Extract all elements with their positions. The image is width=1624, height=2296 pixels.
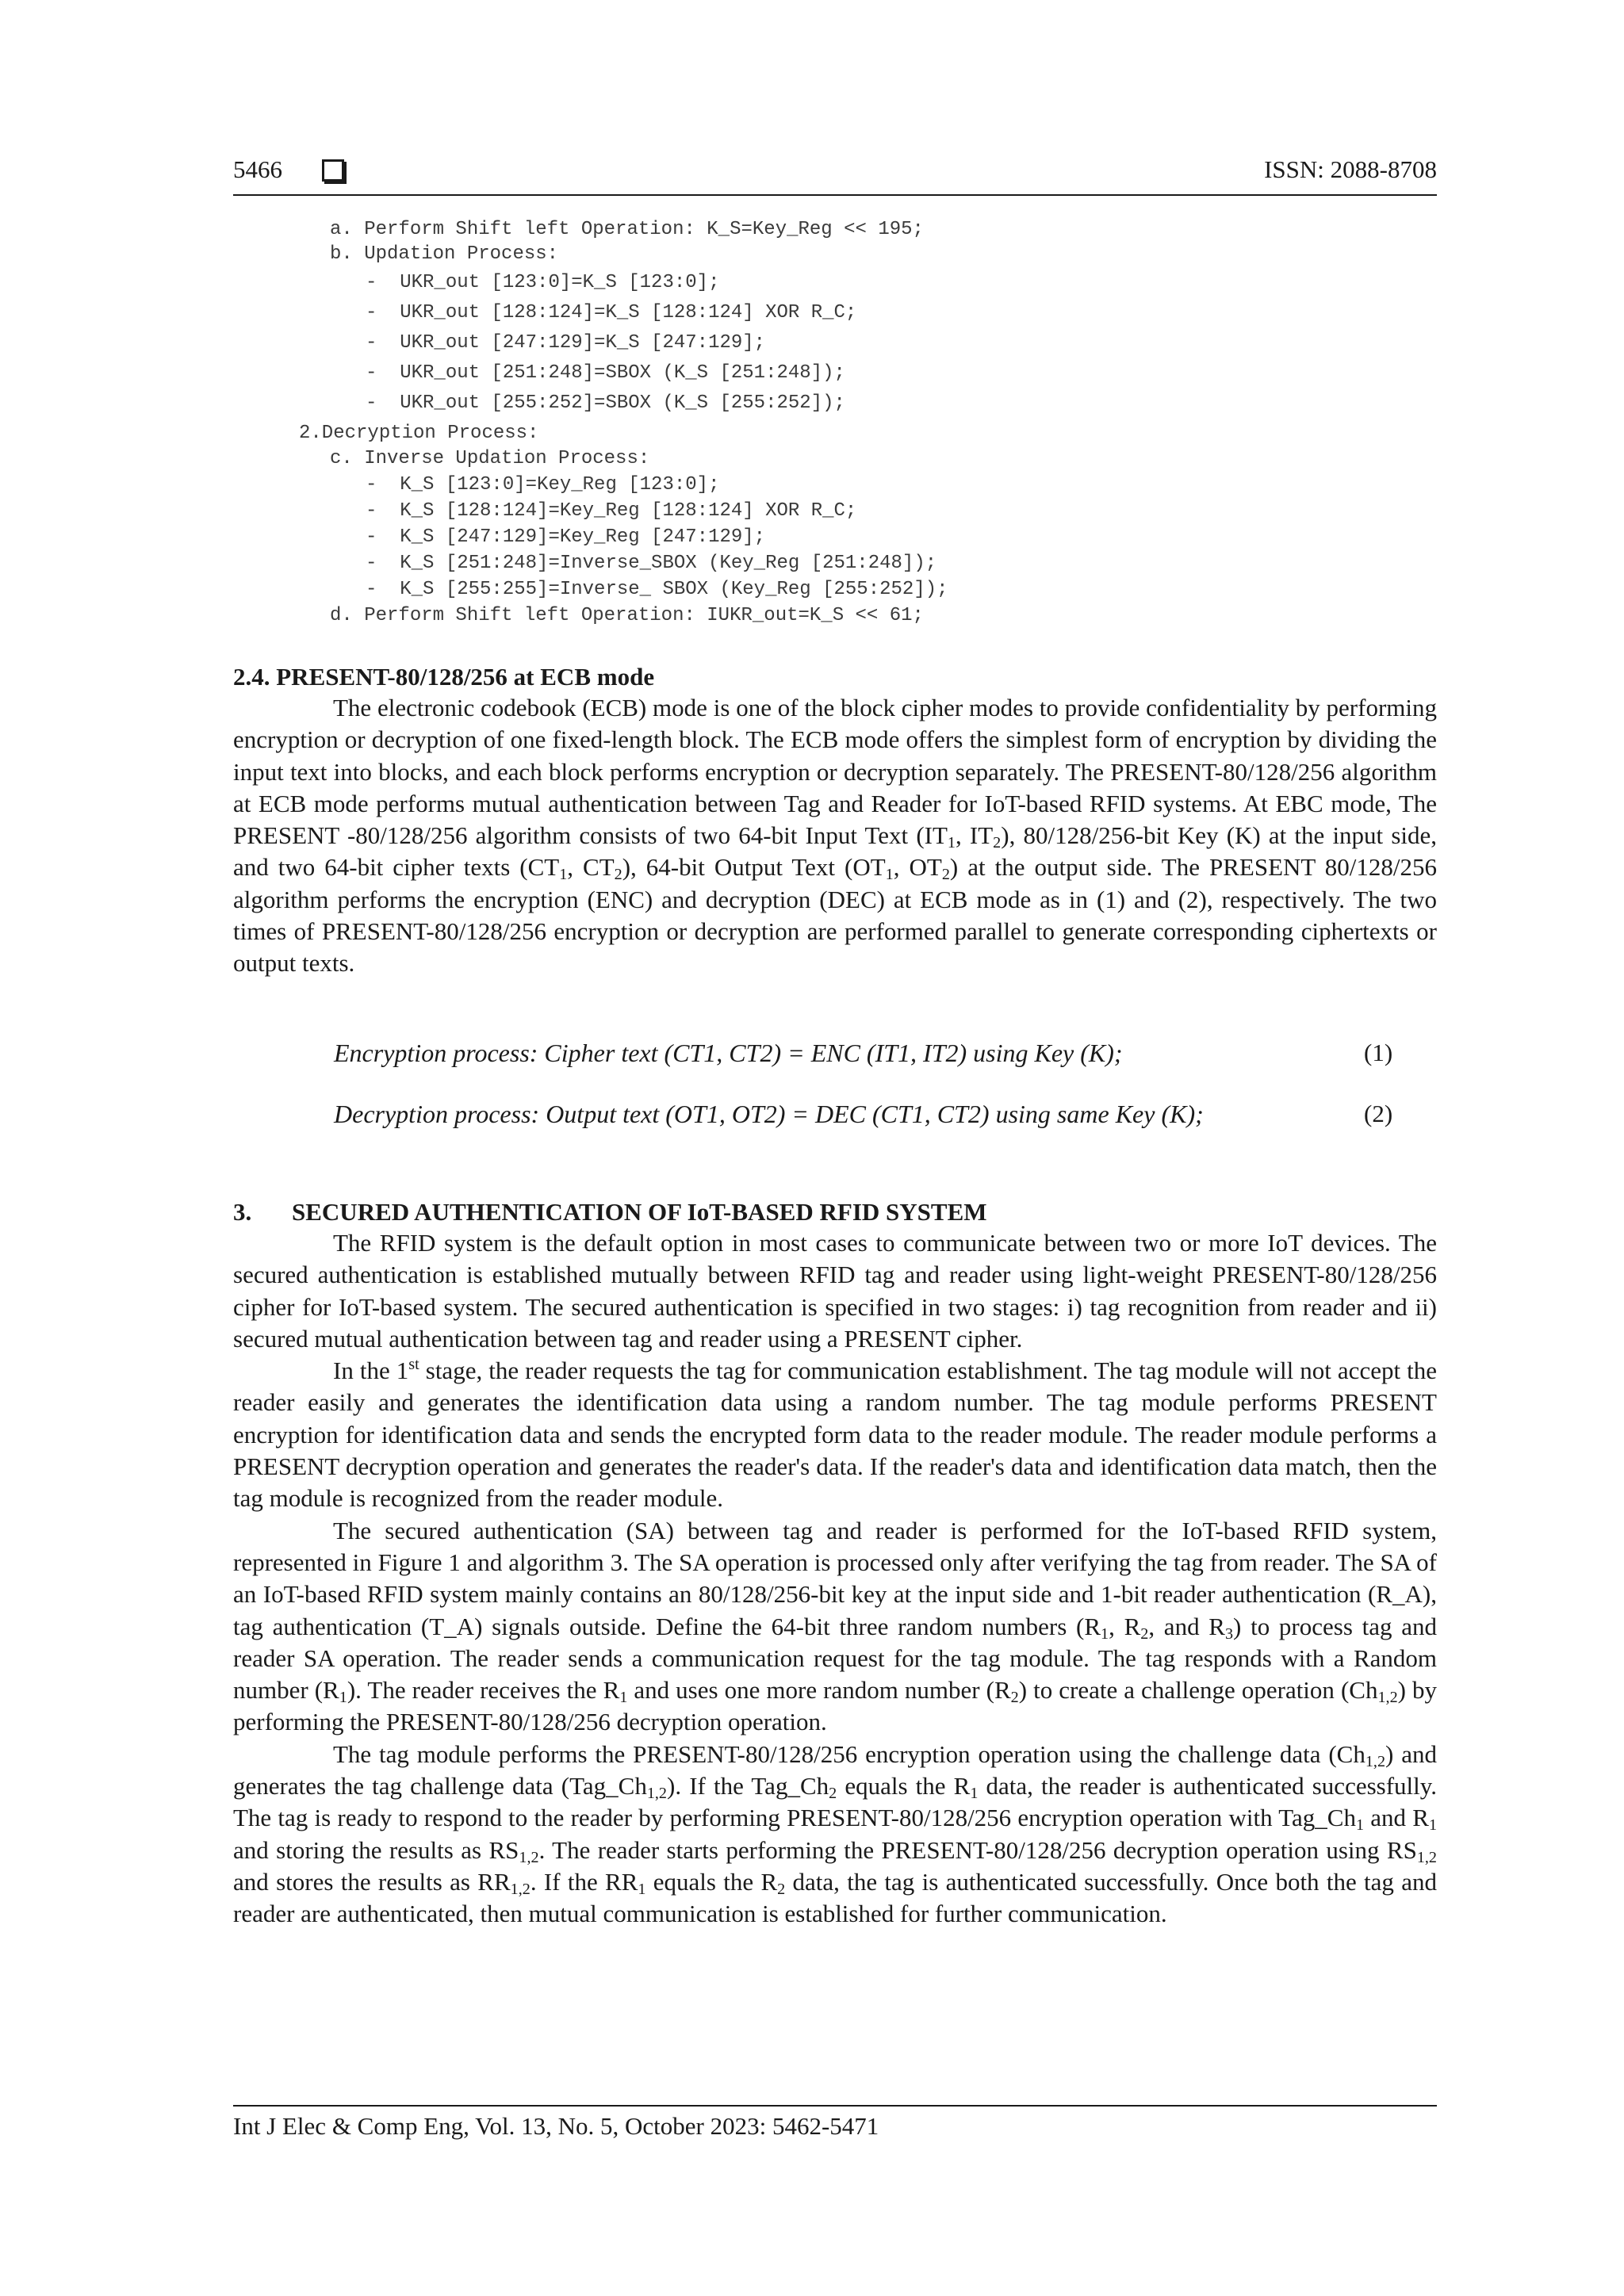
code-line: - K_S [247:129]=Key_Reg [247:129];	[366, 526, 766, 548]
equation-1-number: (1)	[1364, 1039, 1393, 1066]
section-heading-3	[233, 1198, 987, 1226]
code-line: 2.Decryption Process:	[299, 423, 539, 444]
code-line: - K_S [255:255]=Inverse_ SBOX (Key_Reg [255:252]);	[366, 579, 948, 600]
code-line: - UKR_out [255:252]=SBOX (K_S [255:252]);	[366, 392, 845, 414]
square-bullet-icon	[322, 159, 344, 182]
section-heading-2-4: 2.4. PRESENT-80/128/256 at ECB mode	[233, 663, 655, 691]
code-line: b. Updation Process:	[330, 243, 559, 265]
code-line: - UKR_out [251:248]=SBOX (K_S [251:248]);	[366, 362, 845, 384]
equation-1: Encryption process: Cipher text (CT1, CT2) = ENC (IT1, IT2) using Key (K);	[334, 1039, 1123, 1067]
code-line: - UKR_out [247:129]=K_S [247:129];	[366, 332, 766, 354]
header-divider	[233, 194, 1437, 196]
issn: ISSN: 2088-8708	[1264, 155, 1437, 183]
paragraph: The RFID system is the default option in most cases to communicate between two or more IoT devices. The secured authentication is established mutually between RFID tag and reader using light-weight PRESENT-80/128/256 cipher for IoT-based system. The secured authentication is specified in two stages: i) tag recognition from reader and ii) secured mutual authentication between tag and reader using a PRESENT cipher.	[233, 1229, 1437, 1353]
code-line: a. Perform Shift left Operation: K_S=Key_Reg << 195;	[330, 219, 924, 240]
section-title: SECURED AUTHENTICATION OF IoT-BASED RFID SYSTEM	[292, 1198, 987, 1226]
code-line: - UKR_out [128:124]=K_S [128:124] XOR R_C;	[366, 302, 857, 323]
code-line: - K_S [128:124]=Key_Reg [128:124] XOR R_C;	[366, 500, 857, 522]
paragraph: The secured authentication (SA) between tag and reader is performed for the IoT-based RFID system, represented in Figure 1 and algorithm 3. The SA operation is processed only after verifying the tag from reader. The SA of an IoT-based RFID system mainly contains an 80/128/256-bit key at the input side and 1-bit reader authentication (R_A), tag authentication (T_A) signals outside. Define the 64-bit three random numbers ($R_1$, $R_2$, and $R_3$) to process tag and reader SA operation. The reader sends a communication request for the tag module. The tag responds with a Random number $(R_1)$. The reader receives the $R_1$ and uses one more random number $(R_2)$ to create a challenge operation $(Ch_{1,2})$ by performing the PRESENT-80/128/256 decryption operation.	[233, 1516, 1438, 1736]
equation-2: Decryption process: Output text (OT1, OT2) = DEC (CT1, CT2) using same Key (K);	[334, 1100, 1204, 1128]
footer-citation: Int J Elec & Comp Eng, Vol. 13, No. 5, October 2023: 5462-5471	[233, 2112, 879, 2140]
code-line: - K_S [123:0]=Key_Reg [123:0];	[366, 474, 720, 496]
paragraph: The tag module performs the PRESENT-80/128/256 encryption operation using the challenge data $(Ch_{1,2})$ and generates the tag challenge data $(Tag\_Ch_{1,2})$. If the $Tag\_Ch_2$ equals the $R_1$ data, the reader is authenticated successfully. The tag is ready to respond to the reader by performing PRESENT-80/128/256 encryption operation with $Tag\_Ch_1$ and $R_1$ and storing the results as $RS_{1,2}$. The reader starts performing the PRESENT-80/128/256 decryption operation using $RS_{1,2}$ and stores the results as $RR_{1,2}$. If the $RR_1$ equals the $R_2$ data, the tag is authenticated successfully. Once both the tag and reader are authenticated, then mutual communication is established for further communication.	[233, 1739, 1438, 1928]
page-number: 5466	[233, 155, 282, 183]
section-3-body	[233, 1227, 1437, 1931]
paragraph: In the 1st stage, the reader requests the tag for communication establishment. The tag module will not accept the reader easily and generates the identification data using a random number. The tag module performs PRESENT encryption for identification data and sends the encrypted form data to the reader module. The reader module performs a PRESENT decryption operation and generates the reader's data. If the reader's data and identification data match, then the tag module is recognized from the reader module.	[233, 1356, 1437, 1513]
section-number: 3.	[233, 1198, 252, 1226]
section-2-4-paragraph: The electronic codebook (ECB) mode is one of the block cipher modes to provide confidentiality by performing encryption or decryption of one fixed-length block. The ECB mode offers the simplest form of encryption by dividing the input text into blocks, and each block performs encryption or decryption separately. The PRESENT-80/128/256 algorithm at ECB mode performs mutual authentication between Tag and Reader for IoT-based RFID systems. At EBC mode, The PRESENT -80/128/256 algorithm consists of two 64-bit Input Text ($IT_1$, $IT_2$), 80/128/256-bit Key (K) at the input side, and two 64-bit cipher texts ($CT_1$, $CT_2$), 64-bit Output Text ($OT_1$, $OT_2$) at the output side. The PRESENT 80/128/256 algorithm performs the encryption (ENC) and decryption (DEC) at ECB mode as in (1) and (2), respectively. The two times of PRESENT-80/128/256 encryption or decryption are performed parallel to generate corresponding ciphertexts or output texts.	[233, 694, 1438, 978]
code-line: d. Perform Shift left Operation: IUKR_out=K_S << 61;	[330, 605, 924, 626]
code-line: - UKR_out [123:0]=K_S [123:0];	[366, 272, 720, 293]
footer-divider	[233, 2105, 1437, 2107]
code-line: - K_S [251:248]=Inverse_SBOX (Key_Reg [251:248]);	[366, 553, 937, 574]
code-line: c. Inverse Updation Process:	[330, 448, 650, 469]
running-header	[233, 155, 1437, 195]
equation-2-number: (2)	[1364, 1100, 1393, 1127]
